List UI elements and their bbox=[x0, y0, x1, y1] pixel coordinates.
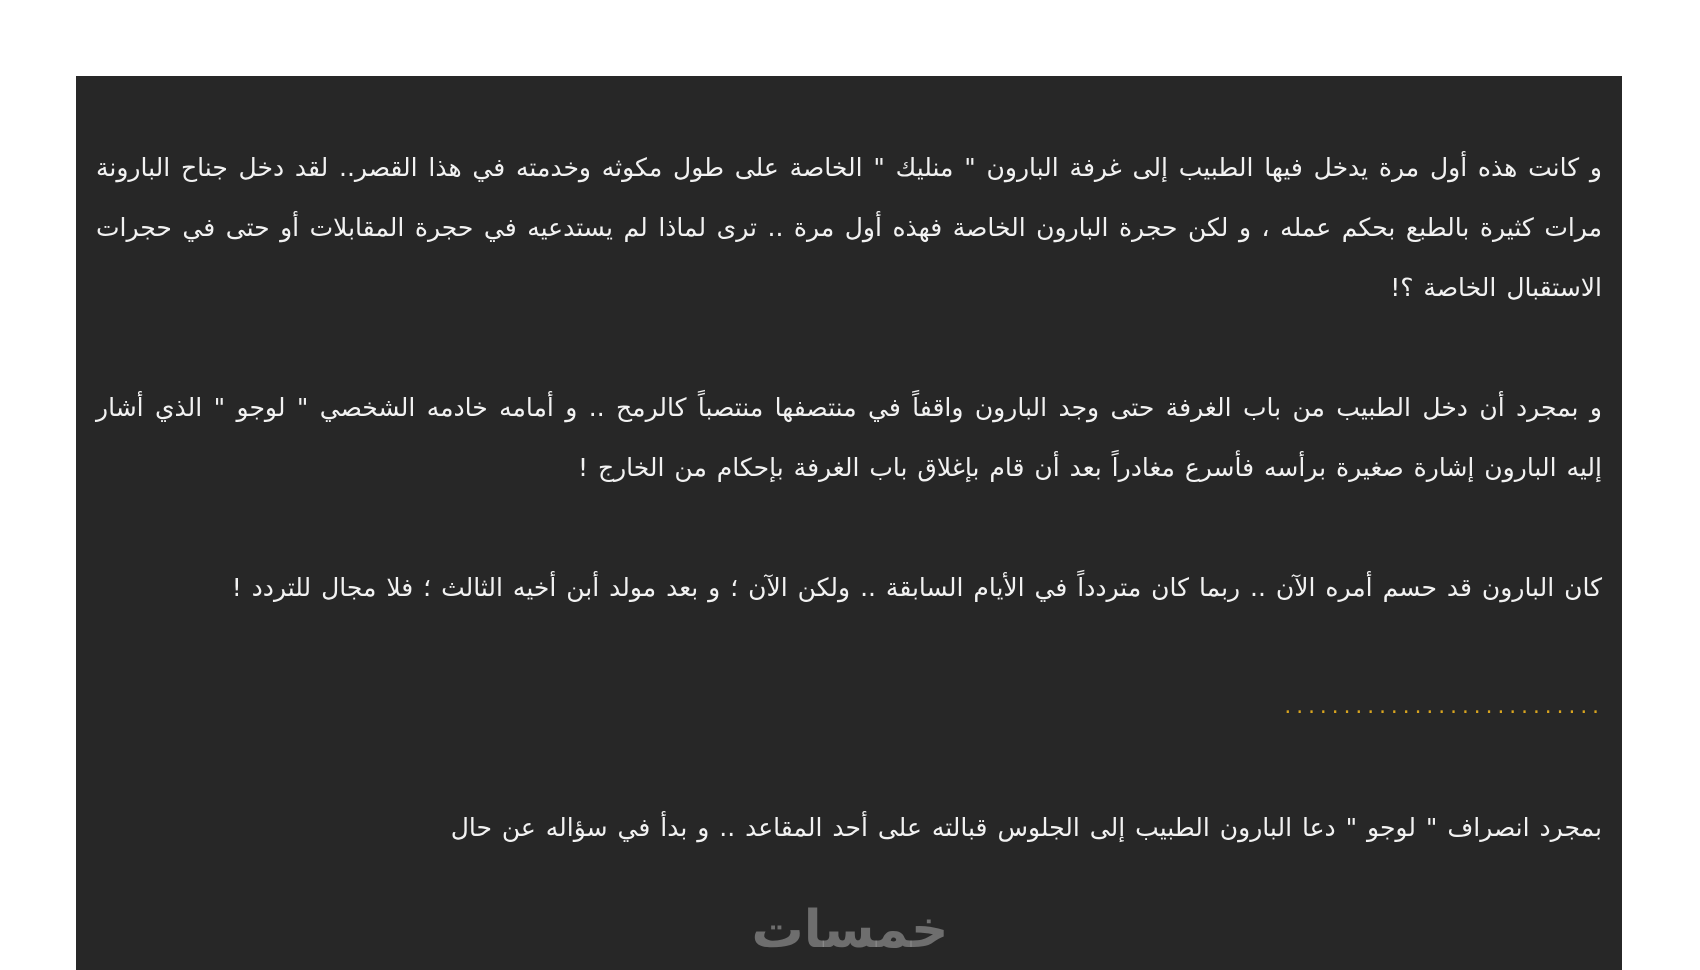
story-paragraph-1: و كانت هذه أول مرة يدخل فيها الطبيب إلى غرفة البارون " منليك " الخاصة على طول مكوثه وخدمته في هذا القصر.. لقد دخل جناح البارونة مرات كثيرة بالطبع بحكم عمله ، و لكن حجرة البارون الخاصة فهذه أول مرة .. ترى لماذا لم يستدعيه في حجرة المقابلات أو حتى في حجرات الاستقبال الخاصة ؟! bbox=[96, 153, 1602, 302]
story-panel bbox=[76, 76, 1622, 970]
site-watermark: خمسات bbox=[751, 900, 949, 960]
dotted-separator: ........................... bbox=[1282, 697, 1602, 718]
story-paragraph-4: بمجرد انصراف " لوجو " دعا البارون الطبيب إلى الجلوس قبالته على أحد المقاعد .. و بدأ في سؤاله عن حال bbox=[450, 813, 1602, 842]
story-paragraph-2: و بمجرد أن دخل الطبيب من باب الغرفة حتى وجد البارون واقفاً في منتصفها منتصباً كالرمح .. و أمامه خادمه الشخصي " لوجو " الذي أشار إليه البارون إشارة صغيرة برأسه فأسرع مغادراً بعد أن قام بإغلاق باب الغرفة بإحكام من الخارج ! bbox=[96, 393, 1602, 482]
story-text bbox=[76, 76, 1622, 858]
story-paragraph-3: كان البارون قد حسم أمره الآن .. ربما كان متردداً في الأيام السابقة .. ولكن الآن ؛ و بعد مولد أبن أخيه الثالث ؛ فلا مجال للتردد ! bbox=[231, 573, 1602, 602]
